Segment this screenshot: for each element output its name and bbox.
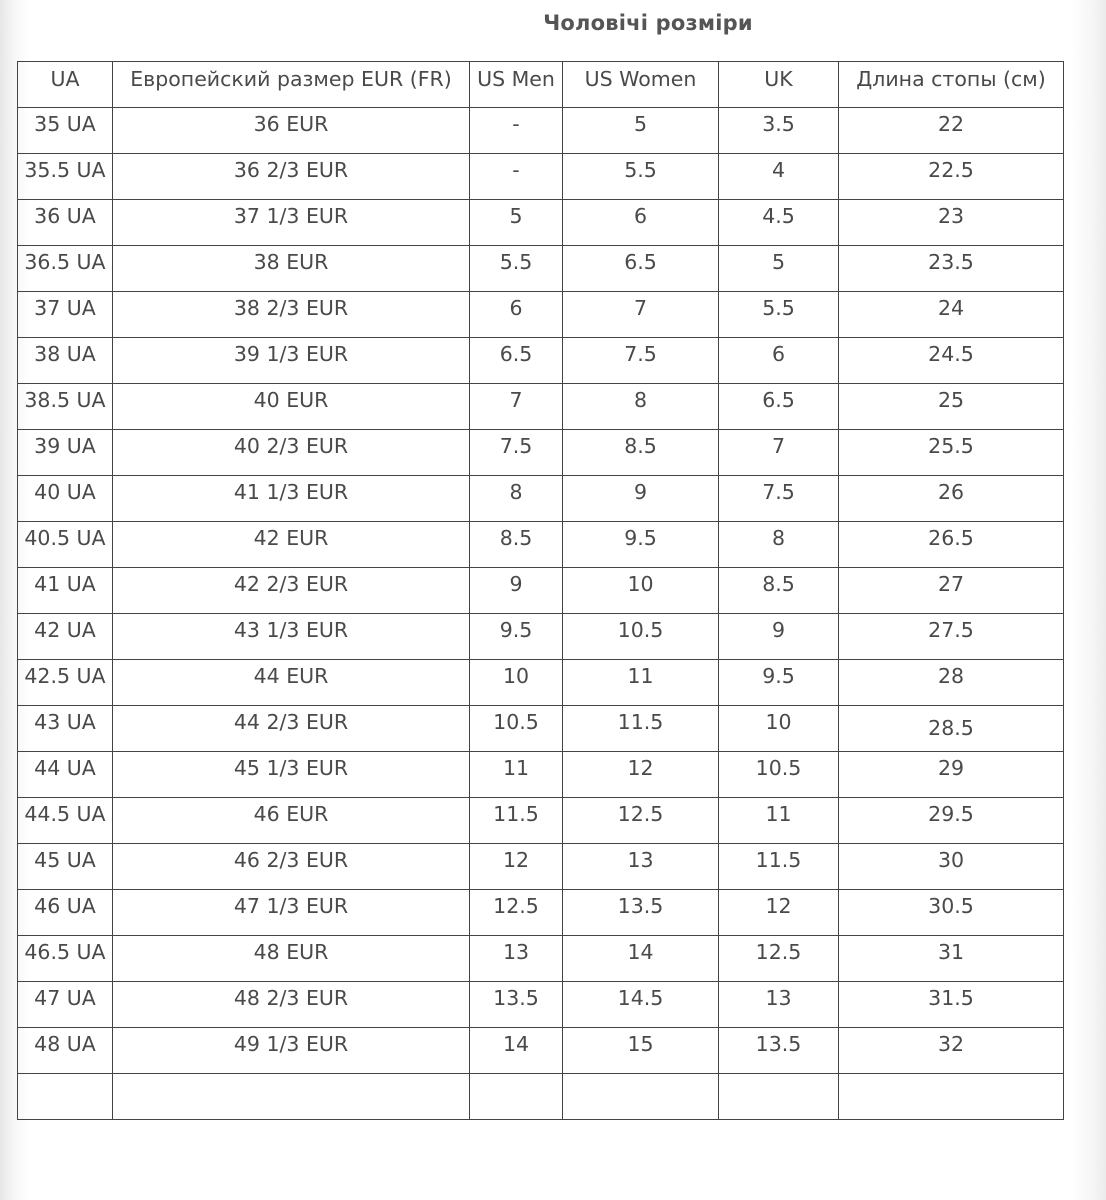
cell-ua: 45 UA — [18, 844, 113, 890]
cell-ua: 40 UA — [18, 476, 113, 522]
cell-eur: 38 2/3 EUR — [113, 292, 470, 338]
cell-us-women: 10 — [563, 568, 719, 614]
table-row — [18, 660, 1064, 706]
cell-eur: 37 1/3 EUR — [113, 200, 470, 246]
cell-ua: 40.5 UA — [18, 522, 113, 568]
cell-uk: 9 — [719, 614, 839, 660]
table-row — [18, 338, 1064, 384]
cell-ua: 48 UA — [18, 1028, 113, 1074]
cell-foot-length: 26.5 — [839, 522, 1064, 568]
table-row — [18, 292, 1064, 338]
cell-uk: 10.5 — [719, 752, 839, 798]
cell-uk: 3.5 — [719, 108, 839, 154]
cell-us-women: 13.5 — [563, 890, 719, 936]
table-row — [18, 246, 1064, 292]
cell-foot-length: 28 — [839, 660, 1064, 706]
header-uk: UK — [719, 62, 839, 108]
cell-us-women: 5.5 — [563, 154, 719, 200]
cell-us-women: 7 — [563, 292, 719, 338]
cell-us-women: 15 — [563, 1028, 719, 1074]
cell-eur: 46 2/3 EUR — [113, 844, 470, 890]
cell-uk: 8 — [719, 522, 839, 568]
cell-eur: 39 1/3 EUR — [113, 338, 470, 384]
cell-us-men: 14 — [470, 1028, 563, 1074]
cell-eur: 44 2/3 EUR — [113, 706, 470, 752]
table-row — [18, 936, 1064, 982]
cell-ua: 35 UA — [18, 108, 113, 154]
cell-ua: 42 UA — [18, 614, 113, 660]
cell-foot-length: 31.5 — [839, 982, 1064, 1028]
table-row — [18, 154, 1064, 200]
cell-uk: 6.5 — [719, 384, 839, 430]
cell-foot-length: 29 — [839, 752, 1064, 798]
cell-foot-length: 22.5 — [839, 154, 1064, 200]
cell-us-men: 12.5 — [470, 890, 563, 936]
cell-us-men: 6.5 — [470, 338, 563, 384]
cell-us-men: 5 — [470, 200, 563, 246]
cell-us-women: 9 — [563, 476, 719, 522]
header-us-women: US Women — [563, 62, 719, 108]
cell-uk: 11 — [719, 798, 839, 844]
table-row — [18, 384, 1064, 430]
cell-us-men: 5.5 — [470, 246, 563, 292]
cell-uk: 5.5 — [719, 292, 839, 338]
cell-us-men: 11.5 — [470, 798, 563, 844]
cell-uk — [719, 1074, 839, 1120]
cell-eur: 38 EUR — [113, 246, 470, 292]
cell-us-men: 11 — [470, 752, 563, 798]
cell-us-men: 10.5 — [470, 706, 563, 752]
cell-eur: 44 EUR — [113, 660, 470, 706]
cell-us-men: - — [470, 108, 563, 154]
cell-eur — [113, 1074, 470, 1120]
cell-uk: 12 — [719, 890, 839, 936]
cell-ua: 43 UA — [18, 706, 113, 752]
cell-uk: 10 — [719, 706, 839, 752]
cell-us-men: 6 — [470, 292, 563, 338]
cell-uk: 8.5 — [719, 568, 839, 614]
cell-eur: 48 EUR — [113, 936, 470, 982]
cell-foot-length: 30 — [839, 844, 1064, 890]
cell-uk: 11.5 — [719, 844, 839, 890]
cell-eur: 48 2/3 EUR — [113, 982, 470, 1028]
cell-foot-length: 24.5 — [839, 338, 1064, 384]
cell-foot-length: 25.5 — [839, 430, 1064, 476]
cell-us-women — [563, 1074, 719, 1120]
cell-eur: 42 2/3 EUR — [113, 568, 470, 614]
cell-foot-length: 23 — [839, 200, 1064, 246]
cell-us-men — [470, 1074, 563, 1120]
cell-ua: 41 UA — [18, 568, 113, 614]
table-row — [18, 430, 1064, 476]
cell-us-women: 11.5 — [563, 706, 719, 752]
size-table — [17, 61, 1064, 1120]
cell-us-women: 13 — [563, 844, 719, 890]
table-row — [18, 614, 1064, 660]
cell-foot-length: 25 — [839, 384, 1064, 430]
cell-uk: 12.5 — [719, 936, 839, 982]
cell-ua: 36.5 UA — [18, 246, 113, 292]
cell-us-women: 14.5 — [563, 982, 719, 1028]
cell-foot-length: 26 — [839, 476, 1064, 522]
cell-us-women: 12 — [563, 752, 719, 798]
cell-us-men: 7.5 — [470, 430, 563, 476]
cell-us-men: 13.5 — [470, 982, 563, 1028]
cell-ua: 37 UA — [18, 292, 113, 338]
table-row — [18, 706, 1064, 752]
table-header-row — [18, 62, 1064, 108]
header-eur: Европейский размер EUR (FR) — [113, 62, 470, 108]
header-foot-length: Длина стопы (см) — [839, 62, 1064, 108]
cell-eur: 40 2/3 EUR — [113, 430, 470, 476]
cell-uk: 6 — [719, 338, 839, 384]
cell-us-women: 6 — [563, 200, 719, 246]
cell-eur: 43 1/3 EUR — [113, 614, 470, 660]
cell-foot-length: 31 — [839, 936, 1064, 982]
cell-ua: 42.5 UA — [18, 660, 113, 706]
cell-ua: 38.5 UA — [18, 384, 113, 430]
cell-ua: 36 UA — [18, 200, 113, 246]
cell-uk: 5 — [719, 246, 839, 292]
cell-eur: 45 1/3 EUR — [113, 752, 470, 798]
cell-ua: 47 UA — [18, 982, 113, 1028]
cell-uk: 7.5 — [719, 476, 839, 522]
header-ua: UA — [18, 62, 113, 108]
cell-uk: 13.5 — [719, 1028, 839, 1074]
cell-us-men: 8 — [470, 476, 563, 522]
cell-eur: 42 EUR — [113, 522, 470, 568]
cell-foot-length — [839, 1074, 1064, 1120]
cell-ua — [18, 1074, 113, 1120]
cell-us-men: 8.5 — [470, 522, 563, 568]
cell-uk: 13 — [719, 982, 839, 1028]
cell-us-men: 12 — [470, 844, 563, 890]
cell-eur: 36 EUR — [113, 108, 470, 154]
cell-ua: 35.5 UA — [18, 154, 113, 200]
cell-us-women: 8 — [563, 384, 719, 430]
table-row — [18, 890, 1064, 936]
cell-foot-length: 24 — [839, 292, 1064, 338]
cell-foot-length: 23.5 — [839, 246, 1064, 292]
table-row — [18, 982, 1064, 1028]
cell-uk: 9.5 — [719, 660, 839, 706]
cell-eur: 36 2/3 EUR — [113, 154, 470, 200]
cell-us-men: 13 — [470, 936, 563, 982]
table-row — [18, 108, 1064, 154]
cell-ua: 46.5 UA — [18, 936, 113, 982]
cell-ua: 39 UA — [18, 430, 113, 476]
table-row — [18, 522, 1064, 568]
cell-foot-length: 29.5 — [839, 798, 1064, 844]
cell-foot-length: 27 — [839, 568, 1064, 614]
cell-us-men: 9 — [470, 568, 563, 614]
cell-us-women: 9.5 — [563, 522, 719, 568]
cell-ua: 44 UA — [18, 752, 113, 798]
cell-uk: 7 — [719, 430, 839, 476]
cell-eur: 46 EUR — [113, 798, 470, 844]
cell-us-women: 8.5 — [563, 430, 719, 476]
cell-us-men: 9.5 — [470, 614, 563, 660]
header-us-men: US Men — [470, 62, 563, 108]
cell-eur: 40 EUR — [113, 384, 470, 430]
cell-us-women: 12.5 — [563, 798, 719, 844]
table-row — [18, 844, 1064, 890]
cell-us-women: 11 — [563, 660, 719, 706]
table-row — [18, 752, 1064, 798]
cell-us-men: 10 — [470, 660, 563, 706]
page-title: Чоловічі розміри — [543, 11, 753, 35]
cell-foot-length: 28.5 — [839, 706, 1064, 752]
cell-us-women: 14 — [563, 936, 719, 982]
table-row — [18, 1028, 1064, 1074]
table-row — [18, 568, 1064, 614]
cell-eur: 41 1/3 EUR — [113, 476, 470, 522]
table-row — [18, 476, 1064, 522]
cell-us-women: 5 — [563, 108, 719, 154]
cell-us-women: 7.5 — [563, 338, 719, 384]
cell-uk: 4.5 — [719, 200, 839, 246]
table-row — [18, 1074, 1064, 1120]
cell-us-men: 7 — [470, 384, 563, 430]
cell-uk: 4 — [719, 154, 839, 200]
table-body — [18, 108, 1064, 1120]
cell-foot-length: 32 — [839, 1028, 1064, 1074]
cell-eur: 49 1/3 EUR — [113, 1028, 470, 1074]
cell-foot-length: 30.5 — [839, 890, 1064, 936]
cell-us-men: - — [470, 154, 563, 200]
cell-ua: 44.5 UA — [18, 798, 113, 844]
cell-us-women: 6.5 — [563, 246, 719, 292]
cell-eur: 47 1/3 EUR — [113, 890, 470, 936]
table-row — [18, 798, 1064, 844]
table-row — [18, 200, 1064, 246]
cell-foot-length: 27.5 — [839, 614, 1064, 660]
cell-us-women: 10.5 — [563, 614, 719, 660]
cell-foot-length: 22 — [839, 108, 1064, 154]
cell-ua: 38 UA — [18, 338, 113, 384]
cell-ua: 46 UA — [18, 890, 113, 936]
